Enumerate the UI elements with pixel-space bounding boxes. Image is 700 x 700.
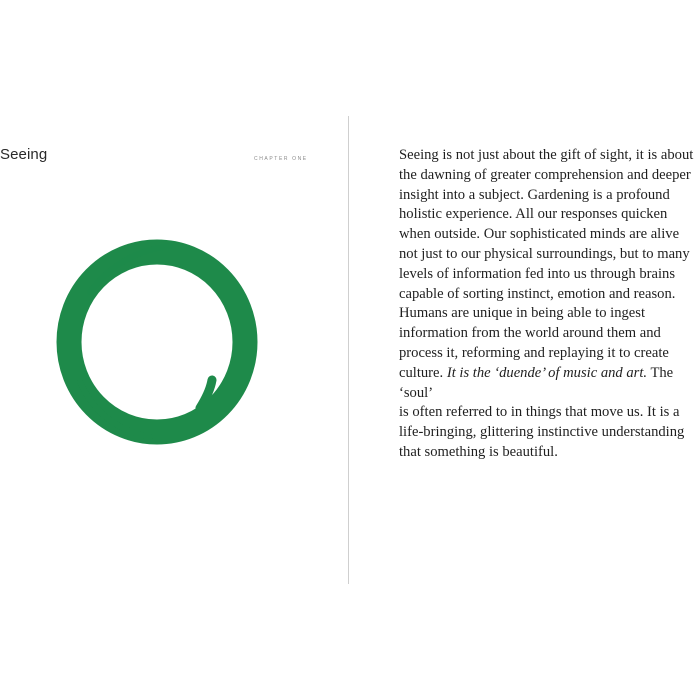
chapter-title: Seeing bbox=[0, 146, 48, 163]
body-text-start: Seeing is not just about the gift of sight, it is about the dawning of greater comprehension and deeper insight into a subject. Gardening is a profound holistic experience. All our responses quicken when outside. Our sophisticated minds are alive not just to our physical surroundings, but to many levels of information fed into us through brains capable of sorting instinct, emotion and reason. Humans are unique in being able to ingest information from the world around them and process it, reforming and replaying it to create culture. bbox=[399, 147, 694, 381]
enso-circle-icon bbox=[50, 232, 265, 454]
page-gutter bbox=[348, 116, 349, 584]
body-paragraph bbox=[399, 146, 697, 463]
body-text-italic: It is the ‘duende’ of music and art. bbox=[446, 364, 648, 381]
right-page bbox=[350, 0, 700, 700]
left-page bbox=[0, 0, 348, 700]
chapter-label: CHAPTER ONE bbox=[254, 156, 308, 162]
body-text-end: The ‘soul’ is often referred to in things that move us. It is a life-bringing, glittering instinctive understanding that something is beautiful. bbox=[399, 364, 685, 460]
